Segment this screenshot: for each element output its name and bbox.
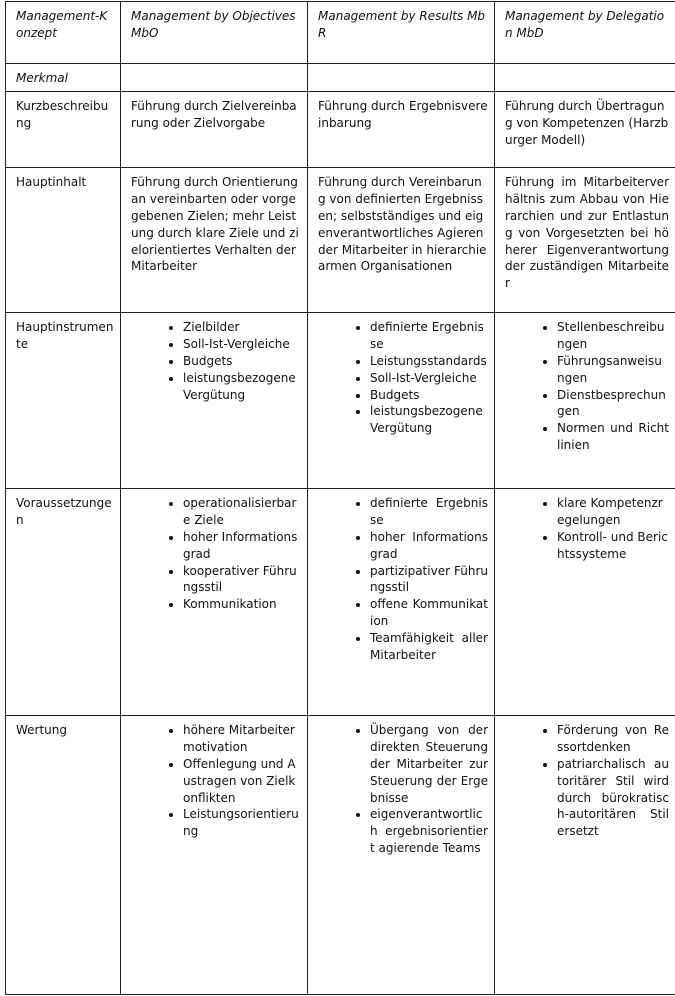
cell-mbd: Führung im Mitarbeiterverhältnis zum Abbau von Hierarchien und zur Entlastung von Vorgesetzten bei höherer Eigenverantwortung der zuständigen Mitarbeiter: [495, 167, 675, 312]
list-item: • Übergang von der direkten Steuerung der Mitarbeiter zur Steuerung der Ergebnisse: [370, 722, 488, 807]
cell-mbr: Führung durch Vereinbarung von definierten Ergebnissen; selbstständiges und eigenverantwortliches Agieren der Mitarbeiter in hierarchiearmen Organisationen: [308, 167, 495, 312]
empty-cell: [121, 64, 308, 92]
list-item: • Leistungsorientierung: [183, 806, 301, 840]
list-item: • eigenverantwortlich ergebnisorientiert agierende Teams: [370, 806, 488, 857]
cell-mbd: Führung durch Übertragung von Kompetenzen (Harzburger Modell): [495, 91, 675, 167]
table-row-voraussetzungen: [6, 488, 675, 715]
cell-mbr: [308, 312, 495, 488]
cell-mbd: [495, 488, 675, 715]
bullet-list: [318, 495, 488, 664]
table-row-wertung: [6, 715, 675, 994]
management-concepts-table: [5, 1, 675, 995]
cell-mbo: [121, 312, 308, 488]
list-item: • kooperativer Führungsstil: [183, 563, 301, 597]
header-concept: Management-Konzept: [6, 2, 121, 64]
list-item: • Kommunikation: [183, 596, 301, 613]
bullet-list: [505, 319, 669, 454]
merkmal-label: Merkmal: [6, 64, 121, 92]
list-item: • Soll-Ist-Vergleiche: [183, 336, 301, 353]
bullet-list: [505, 495, 669, 563]
list-item: • Stellenbeschreibungen: [557, 319, 669, 353]
empty-cell: [495, 64, 675, 92]
table-row-kurzbeschreibung: [6, 91, 675, 167]
bullet-list: [318, 722, 488, 857]
list-item: • Zielbilder: [183, 319, 301, 336]
list-item: • hoher Informationsgrad: [370, 529, 488, 563]
header-row: [6, 2, 675, 64]
list-item: • höhere Mitarbeitermotivation: [183, 722, 301, 756]
list-item: • Offenlegung und Austragen von Zielkonflikten: [183, 756, 301, 807]
bullet-list: [131, 319, 301, 404]
header-mbr: Management by Results MbR: [308, 2, 495, 64]
cell-mbd: [495, 312, 675, 488]
list-item: • operationalisierbare Ziele: [183, 495, 301, 529]
list-item: • Normen und Richtlinien: [557, 420, 669, 454]
list-item: • offene Kommunikation: [370, 596, 488, 630]
empty-cell: [308, 64, 495, 92]
list-item: • partizipativer Führungsstil: [370, 563, 488, 597]
list-item: • Soll-Ist-Vergleiche: [370, 370, 488, 387]
merkmal-row: [6, 64, 675, 92]
list-item: • patriarchalisch autoritärer Stil wird durch bürokratisch-autoritären Stil ersetzt: [557, 756, 669, 841]
list-item: • Kontroll- und Berichtssysteme: [557, 529, 669, 563]
list-item: • definierte Ergebnisse: [370, 495, 488, 529]
list-item: • Budgets: [183, 353, 301, 370]
list-item: • Budgets: [370, 387, 488, 404]
table-row-hauptinstrumente: [6, 312, 675, 488]
bullet-list: [131, 495, 301, 613]
bullet-list: [318, 319, 488, 437]
row-label: Hauptinstrumente: [6, 312, 121, 488]
row-label: Kurzbeschreibung: [6, 91, 121, 167]
cell-mbo: [121, 488, 308, 715]
bullet-list: [505, 722, 669, 840]
list-item: • klare Kompetenzregelungen: [557, 495, 669, 529]
cell-mbd: [495, 715, 675, 994]
cell-mbo: [121, 715, 308, 994]
list-item: • leistungsbezogene Vergütung: [370, 403, 488, 437]
row-label: Voraussetzungen: [6, 488, 121, 715]
header-mbd: Management by Delegation MbD: [495, 2, 675, 64]
bullet-list: [131, 722, 301, 840]
cell-mbo: Führung durch Orientierung an vereinbarten oder vorgegebenen Zielen; mehr Leistung durch klare Ziele und zielorientiertes Verhalten der Mitarbeiter: [121, 167, 308, 312]
list-item: • Förderung von Ressortdenken: [557, 722, 669, 756]
row-label: Wertung: [6, 715, 121, 994]
cell-mbr: [308, 715, 495, 994]
list-item: • hoher Informationsgrad: [183, 529, 301, 563]
list-item: • Dienstbesprechungen: [557, 387, 669, 421]
table-row-hauptinhalt: [6, 167, 675, 312]
list-item: • Führungsanweisungen: [557, 353, 669, 387]
header-mbo: Management by Objectives MbO: [121, 2, 308, 64]
list-item: • definierte Ergebnisse: [370, 319, 488, 353]
list-item: • leistungsbezogene Vergütung: [183, 370, 301, 404]
cell-mbr: Führung durch Ergebnisvereinbarung: [308, 91, 495, 167]
cell-mbr: [308, 488, 495, 715]
cell-mbo: Führung durch Zielvereinbarung oder Zielvorgabe: [121, 91, 308, 167]
list-item: • Teamfähigkeit aller Mitarbeiter: [370, 630, 488, 664]
row-label: Hauptinhalt: [6, 167, 121, 312]
list-item: • Leistungsstandards: [370, 353, 488, 370]
